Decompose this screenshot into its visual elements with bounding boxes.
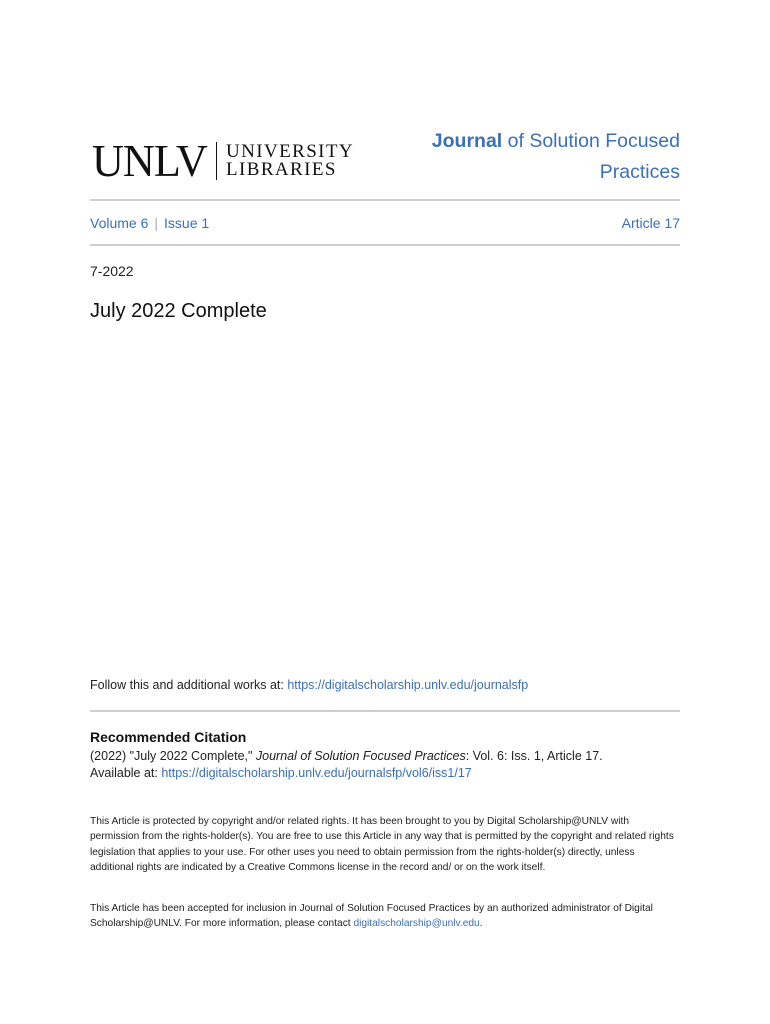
journal-title-link[interactable] <box>380 126 680 188</box>
article-title: July 2022 Complete <box>90 300 267 322</box>
unlv-libraries-logo <box>92 135 355 186</box>
contact-email-link[interactable]: digitalscholarship@unlv.edu <box>353 918 480 930</box>
follow-line <box>90 678 528 692</box>
available-label: Available at: <box>90 766 162 780</box>
issue-divider <box>90 244 680 246</box>
issue-row <box>90 215 680 231</box>
acceptance-text: This Article has been accepted for inclusion in Journal of Solution Focused Practices by an authorized administrator of Digital Scholarship@UNLV. For more information, please contact <box>90 903 653 930</box>
logo-divider <box>216 142 218 180</box>
logo-line-university: UNIVERSITY <box>226 141 355 162</box>
citation-prefix: (2022) "July 2022 Complete," <box>90 749 256 763</box>
follow-text: Follow this and additional works at: <box>90 678 288 692</box>
issue-link[interactable]: Issue 1 <box>164 215 210 231</box>
journal-title-part2: of Solution Focused <box>502 130 680 152</box>
pipe-separator: | <box>154 215 159 231</box>
rights-notice: This Article is protected by copyright and/or related rights. It has been brought to you by Digital Scholarship@UNLV with permission from the rights-holder(s). You are free to use this Article in any way that is permitted by the copyright and related rights legislation that applies to your use. For other uses you need to obtain permission from the rights-holder(s) directly, unless additional rights are indicated by a Creative Commons license in the record and/ or on the work itself. <box>90 816 674 873</box>
acceptance-end: . <box>479 918 483 930</box>
logo-wordmark <box>226 143 354 179</box>
citation-journal: Journal of Solution Focused Practices <box>255 749 466 763</box>
logo-mark: UNLV <box>92 135 207 186</box>
citation-body <box>90 748 690 782</box>
volume-link[interactable]: Volume 6 <box>90 215 149 231</box>
citation-divider <box>90 710 680 712</box>
citation-suffix: : Vol. 6: Iss. 1, Article 17. <box>465 749 603 763</box>
acceptance-notice <box>90 901 680 932</box>
article-date: 7-2022 <box>90 263 134 279</box>
logo-line-libraries: LIBRARIES <box>226 159 337 180</box>
follow-url-link[interactable]: https://digitalscholarship.unlv.edu/journalsfp <box>287 678 529 692</box>
available-url-link[interactable]: https://digitalscholarship.unlv.edu/journalsfp/vol6/iss1/17 <box>161 766 472 780</box>
article-link[interactable]: Article 17 <box>621 215 680 231</box>
journal-title-part1: Journal <box>431 130 503 152</box>
top-divider <box>90 199 680 201</box>
citation-heading: Recommended Citation <box>90 729 247 745</box>
journal-title-part3: Practices <box>599 161 680 183</box>
